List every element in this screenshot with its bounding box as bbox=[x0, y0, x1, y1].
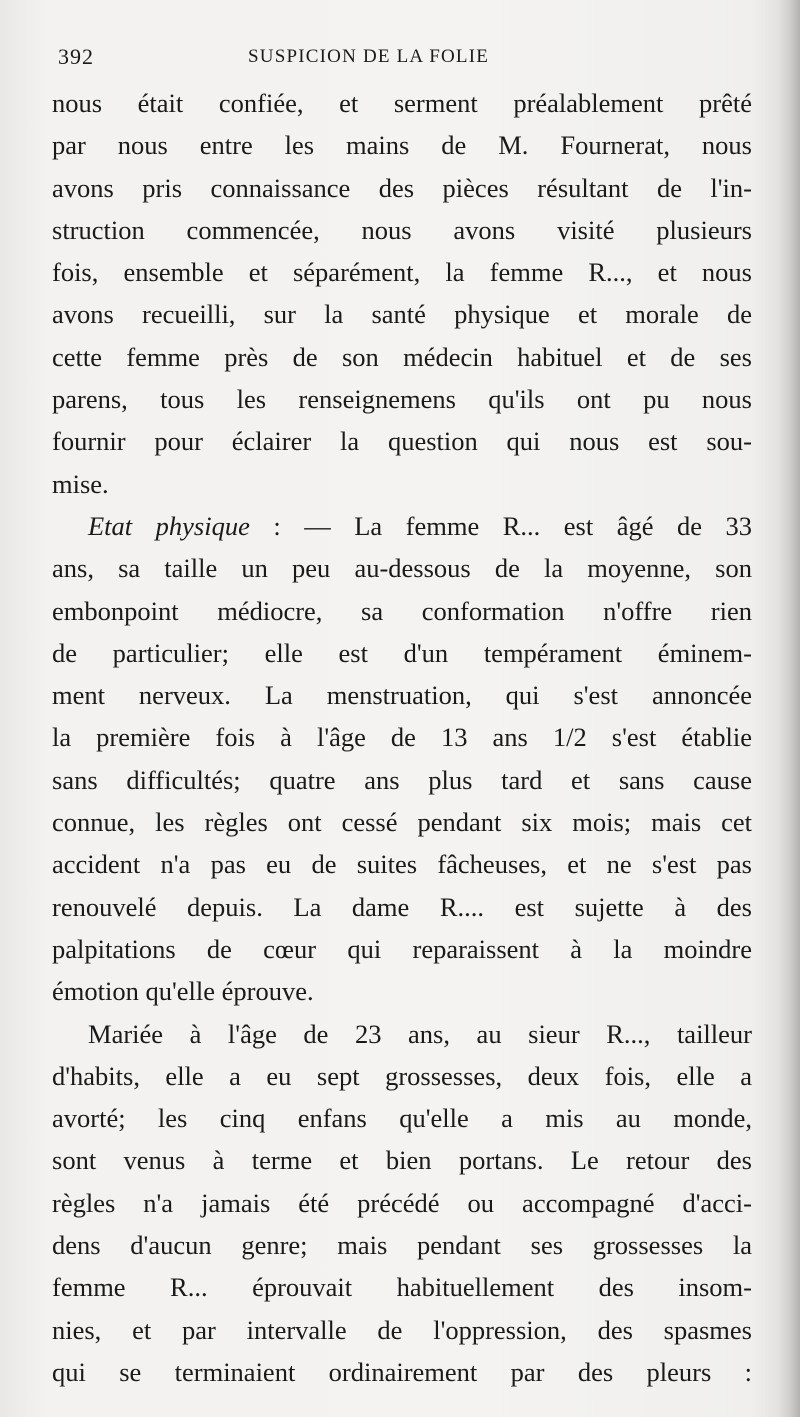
text-line: règles n'a jamais été précédé ou accompagné d'acci- bbox=[52, 1187, 752, 1218]
text-line: fournir pour éclairer la question qui nous est sou- bbox=[52, 426, 752, 457]
text-line: Mariée à l'âge de 23 ans, au sieur R..., tailleur bbox=[88, 1018, 752, 1049]
page-header bbox=[58, 44, 748, 74]
text-line: palpitations de cœur qui reparaissent à la moindre bbox=[52, 933, 752, 964]
paragraph-lead-line bbox=[52, 505, 752, 547]
text-line: femme R... éprouvait habituellement des insom- bbox=[52, 1272, 752, 1303]
text-line: avons pris connaissance des pièces résultant de l'in- bbox=[52, 172, 752, 203]
page-edge-shadow bbox=[778, 0, 800, 1417]
text-line: renouvelé depuis. La dame R.... est sujette à des bbox=[52, 891, 752, 922]
text-line: qui se terminaient ordinairement par des pleurs : bbox=[52, 1356, 752, 1387]
text-line: de particulier; elle est d'un tempérament éminem- bbox=[52, 637, 752, 668]
text-line: ans, sa taille un peu au-dessous de la moyenne, son bbox=[52, 553, 752, 584]
text-line: connue, les règles ont cessé pendant six mois; mais cet bbox=[52, 807, 752, 838]
running-title: SUSPICION DE LA FOLIE bbox=[248, 46, 490, 67]
text-line: nies, et par intervalle de l'oppression, des spasmes bbox=[52, 1314, 752, 1345]
text-line: d'habits, elle a eu sept grossesses, deux fois, elle a bbox=[52, 1060, 752, 1091]
text-line: cette femme près de son médecin habituel et de ses bbox=[52, 341, 752, 372]
text-line: accident n'a pas eu de suites fâcheuses, et ne s'est pas bbox=[52, 849, 752, 880]
text-line: fois, ensemble et séparément, la femme R..., et nous bbox=[52, 257, 752, 288]
text-line: sans difficultés; quatre ans plus tard et sans cause bbox=[52, 764, 752, 795]
text-line: nous était confiée, et serment préalablement prêté bbox=[52, 88, 752, 118]
text-line: embonpoint médiocre, sa conformation n'offre rien bbox=[52, 595, 752, 626]
text-line: parens, tous les renseignemens qu'ils ont pu nous bbox=[52, 384, 752, 415]
section-heading-italic: Etat physique bbox=[88, 510, 250, 541]
text-line: avons recueilli, sur la santé physique et morale de bbox=[52, 299, 752, 330]
body-text bbox=[52, 82, 752, 1393]
text-line: mise. bbox=[52, 468, 109, 499]
text-line: dens d'aucun genre; mais pendant ses grossesses la bbox=[52, 1230, 752, 1261]
text-line: émotion qu'elle éprouve. bbox=[52, 976, 314, 1007]
text-line: avorté; les cinq enfans qu'elle a mis au monde, bbox=[52, 1103, 752, 1134]
page-number: 392 bbox=[58, 44, 94, 69]
text-line: sont venus à terme et bien portans. Le retour des bbox=[52, 1145, 752, 1176]
lead-line-text: : — La femme R... est âgé de 33 bbox=[249, 510, 752, 541]
text-line: struction commencée, nous avons visité plusieurs bbox=[52, 214, 752, 245]
text-line: la première fois à l'âge de 13 ans 1/2 s'est établie bbox=[52, 722, 752, 753]
text-line: ment nerveux. La menstruation, qui s'est annoncée bbox=[52, 680, 752, 711]
text-line: par nous entre les mains de M. Fournerat, nous bbox=[52, 130, 752, 161]
